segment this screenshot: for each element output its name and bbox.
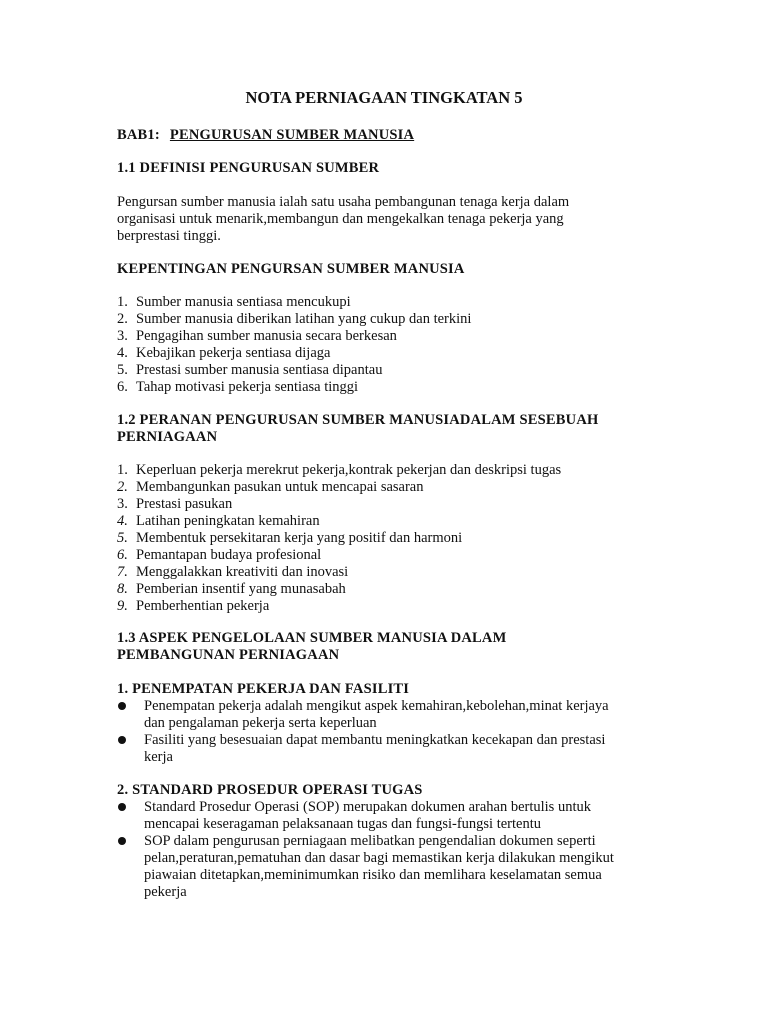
list-text: Latihan peningkatan kemahiran: [136, 513, 320, 529]
bullet-line: [117, 698, 609, 715]
bullet-text: Penempatan pekerja adalah mengikut aspek kemahiran,kebolehan,minat kerjaya: [144, 698, 609, 714]
list-number: 3.: [117, 496, 128, 512]
list-text: Keperluan pekerja merekrut pekerja,kontrak pekerjan dan deskripsi tugas: [136, 462, 562, 478]
list-item: [117, 479, 561, 496]
list-text: Sumber manusia sentiasa mencukupi: [136, 294, 351, 310]
bullet-line: [117, 850, 614, 867]
list-item: [117, 530, 561, 547]
list-text: Prestasi pasukan: [136, 496, 233, 512]
list-item: [117, 513, 561, 530]
list-item: [117, 362, 471, 379]
list-text: Sumber manusia diberikan latihan yang cukup dan terkini: [136, 311, 472, 327]
section-1-3-heading: [117, 630, 506, 664]
bullet-line: [117, 732, 609, 749]
list-item: [117, 294, 471, 311]
heading-line: 1.2 PERANAN PENGURUSAN SUMBER MANUSIADALAM SESEBUAH: [117, 412, 599, 428]
list-text: Membangunkan pasukan untuk mencapai sasaran: [136, 479, 424, 495]
list-number: 4.: [117, 345, 128, 361]
bullet-icon: [117, 799, 144, 816]
list-item: [117, 547, 561, 564]
list-number: 4.: [117, 513, 128, 529]
bullet-text: mencapai keseragaman pelaksanaan tugas dan fungsi-fungsi tertentu: [144, 816, 541, 832]
chapter-heading: [117, 127, 414, 144]
aspect-1-bullets: [117, 698, 609, 766]
chapter-label: BAB1:: [117, 127, 160, 143]
kepentingan-heading: KEPENTINGAN PENGURSAN SUMBER MANUSIA: [117, 261, 465, 277]
section-1-1-heading: 1.1 DEFINISI PENGURUSAN SUMBER: [117, 160, 380, 176]
bullet-text: Fasiliti yang besesuaian dapat membantu meningkatkan kecekapan dan prestasi: [144, 732, 606, 748]
bullet-line: [117, 799, 614, 816]
bullet-line: [117, 833, 614, 850]
list-text: Pemberian insentif yang munasabah: [136, 581, 346, 597]
bullet-icon: [117, 833, 144, 850]
list-text: Pengagihan sumber manusia secara berkesan: [136, 328, 397, 344]
paragraph-line: berprestasi tinggi.: [117, 228, 221, 244]
list-number: 7.: [117, 564, 128, 580]
list-item: [117, 564, 561, 581]
list-text: Pemberhentian pekerja: [136, 598, 270, 614]
list-item: [117, 462, 561, 479]
bullet-icon: [117, 698, 144, 715]
heading-line: 1.3 ASPEK PENGELOLAAN SUMBER MANUSIA DALAM: [117, 630, 507, 646]
bullet-line: [117, 867, 614, 884]
list-number: 8.: [117, 581, 128, 597]
list-item: [117, 345, 471, 362]
bullet-text: dan pengalaman pekerja serta keperluan: [144, 715, 377, 731]
bullet-line: [117, 749, 609, 766]
bullet-text: pekerja: [144, 884, 187, 900]
bullet-item: [117, 799, 614, 833]
bullet-text: Standard Prosedur Operasi (SOP) merupakan dokumen arahan bertulis untuk: [144, 799, 591, 815]
bullet-line: [117, 816, 614, 833]
list-text: Pemantapan budaya profesional: [136, 547, 322, 563]
list-text: Kebajikan pekerja sentiasa dijaga: [136, 345, 331, 361]
list-number: 5.: [117, 362, 128, 378]
list-text: Menggalakkan kreativiti dan inovasi: [136, 564, 349, 580]
bullet-icon: [117, 732, 144, 749]
bullet-line: [117, 715, 609, 732]
section-1-2-heading: [117, 412, 599, 446]
bullet-text: pelan,peraturan,pematuhan dan dasar bagi memastikan kerja dilakukan mengikut: [144, 850, 614, 866]
bullet-item: [117, 698, 609, 732]
bullet-text: kerja: [144, 749, 173, 765]
list-number: 2.: [117, 479, 128, 495]
kepentingan-list: [117, 294, 471, 396]
bullet-text: piawaian ditetapkan,meminimumkan risiko dan memlihara keselamatan semua: [144, 867, 602, 883]
list-number: 3.: [117, 328, 128, 344]
list-text: Membentuk persekitaran kerja yang positif dan harmoni: [136, 530, 463, 546]
list-item: [117, 328, 471, 345]
list-item: [117, 311, 471, 328]
heading-line: PERNIAGAAN: [117, 429, 218, 445]
list-item: [117, 379, 471, 396]
list-number: 1.: [117, 294, 128, 310]
bullet-line: [117, 884, 614, 901]
aspect-2-heading: 2. STANDARD PROSEDUR OPERASI TUGAS: [117, 782, 423, 798]
bullet-item: [117, 833, 614, 901]
list-number: 1.: [117, 462, 128, 478]
list-number: 2.: [117, 311, 128, 327]
aspect-1-heading: 1. PENEMPATAN PEKERJA DAN FASILITI: [117, 681, 410, 697]
paragraph-line: organisasi untuk menarik,membangun dan mengekalkan tenaga pekerja yang: [117, 211, 564, 227]
heading-line: PEMBANGUNAN PERNIAGAAN: [117, 647, 340, 663]
list-item: [117, 598, 561, 615]
list-item: [117, 496, 561, 513]
bullet-item: [117, 732, 609, 766]
list-number: 5.: [117, 530, 128, 546]
bullet-text: SOP dalam pengurusan perniagaan melibatkan pengendalian dokumen seperti: [144, 833, 596, 849]
aspect-2-bullets: [117, 799, 614, 901]
list-text: Tahap motivasi pekerja sentiasa tinggi: [136, 379, 359, 395]
list-number: 9.: [117, 598, 128, 614]
peranan-list: [117, 462, 561, 615]
definition-paragraph: [117, 194, 569, 245]
list-number: 6.: [117, 379, 128, 395]
chapter-name: PENGURUSAN SUMBER MANUSIA: [169, 127, 415, 143]
list-text: Prestasi sumber manusia sentiasa dipantau: [136, 362, 383, 378]
paragraph-line: Pengursan sumber manusia ialah satu usaha pembangunan tenaga kerja dalam: [117, 194, 570, 210]
document-title: NOTA PERNIAGAAN TINGKATAN 5: [245, 88, 523, 107]
list-item: [117, 581, 561, 598]
list-number: 6.: [117, 547, 128, 563]
